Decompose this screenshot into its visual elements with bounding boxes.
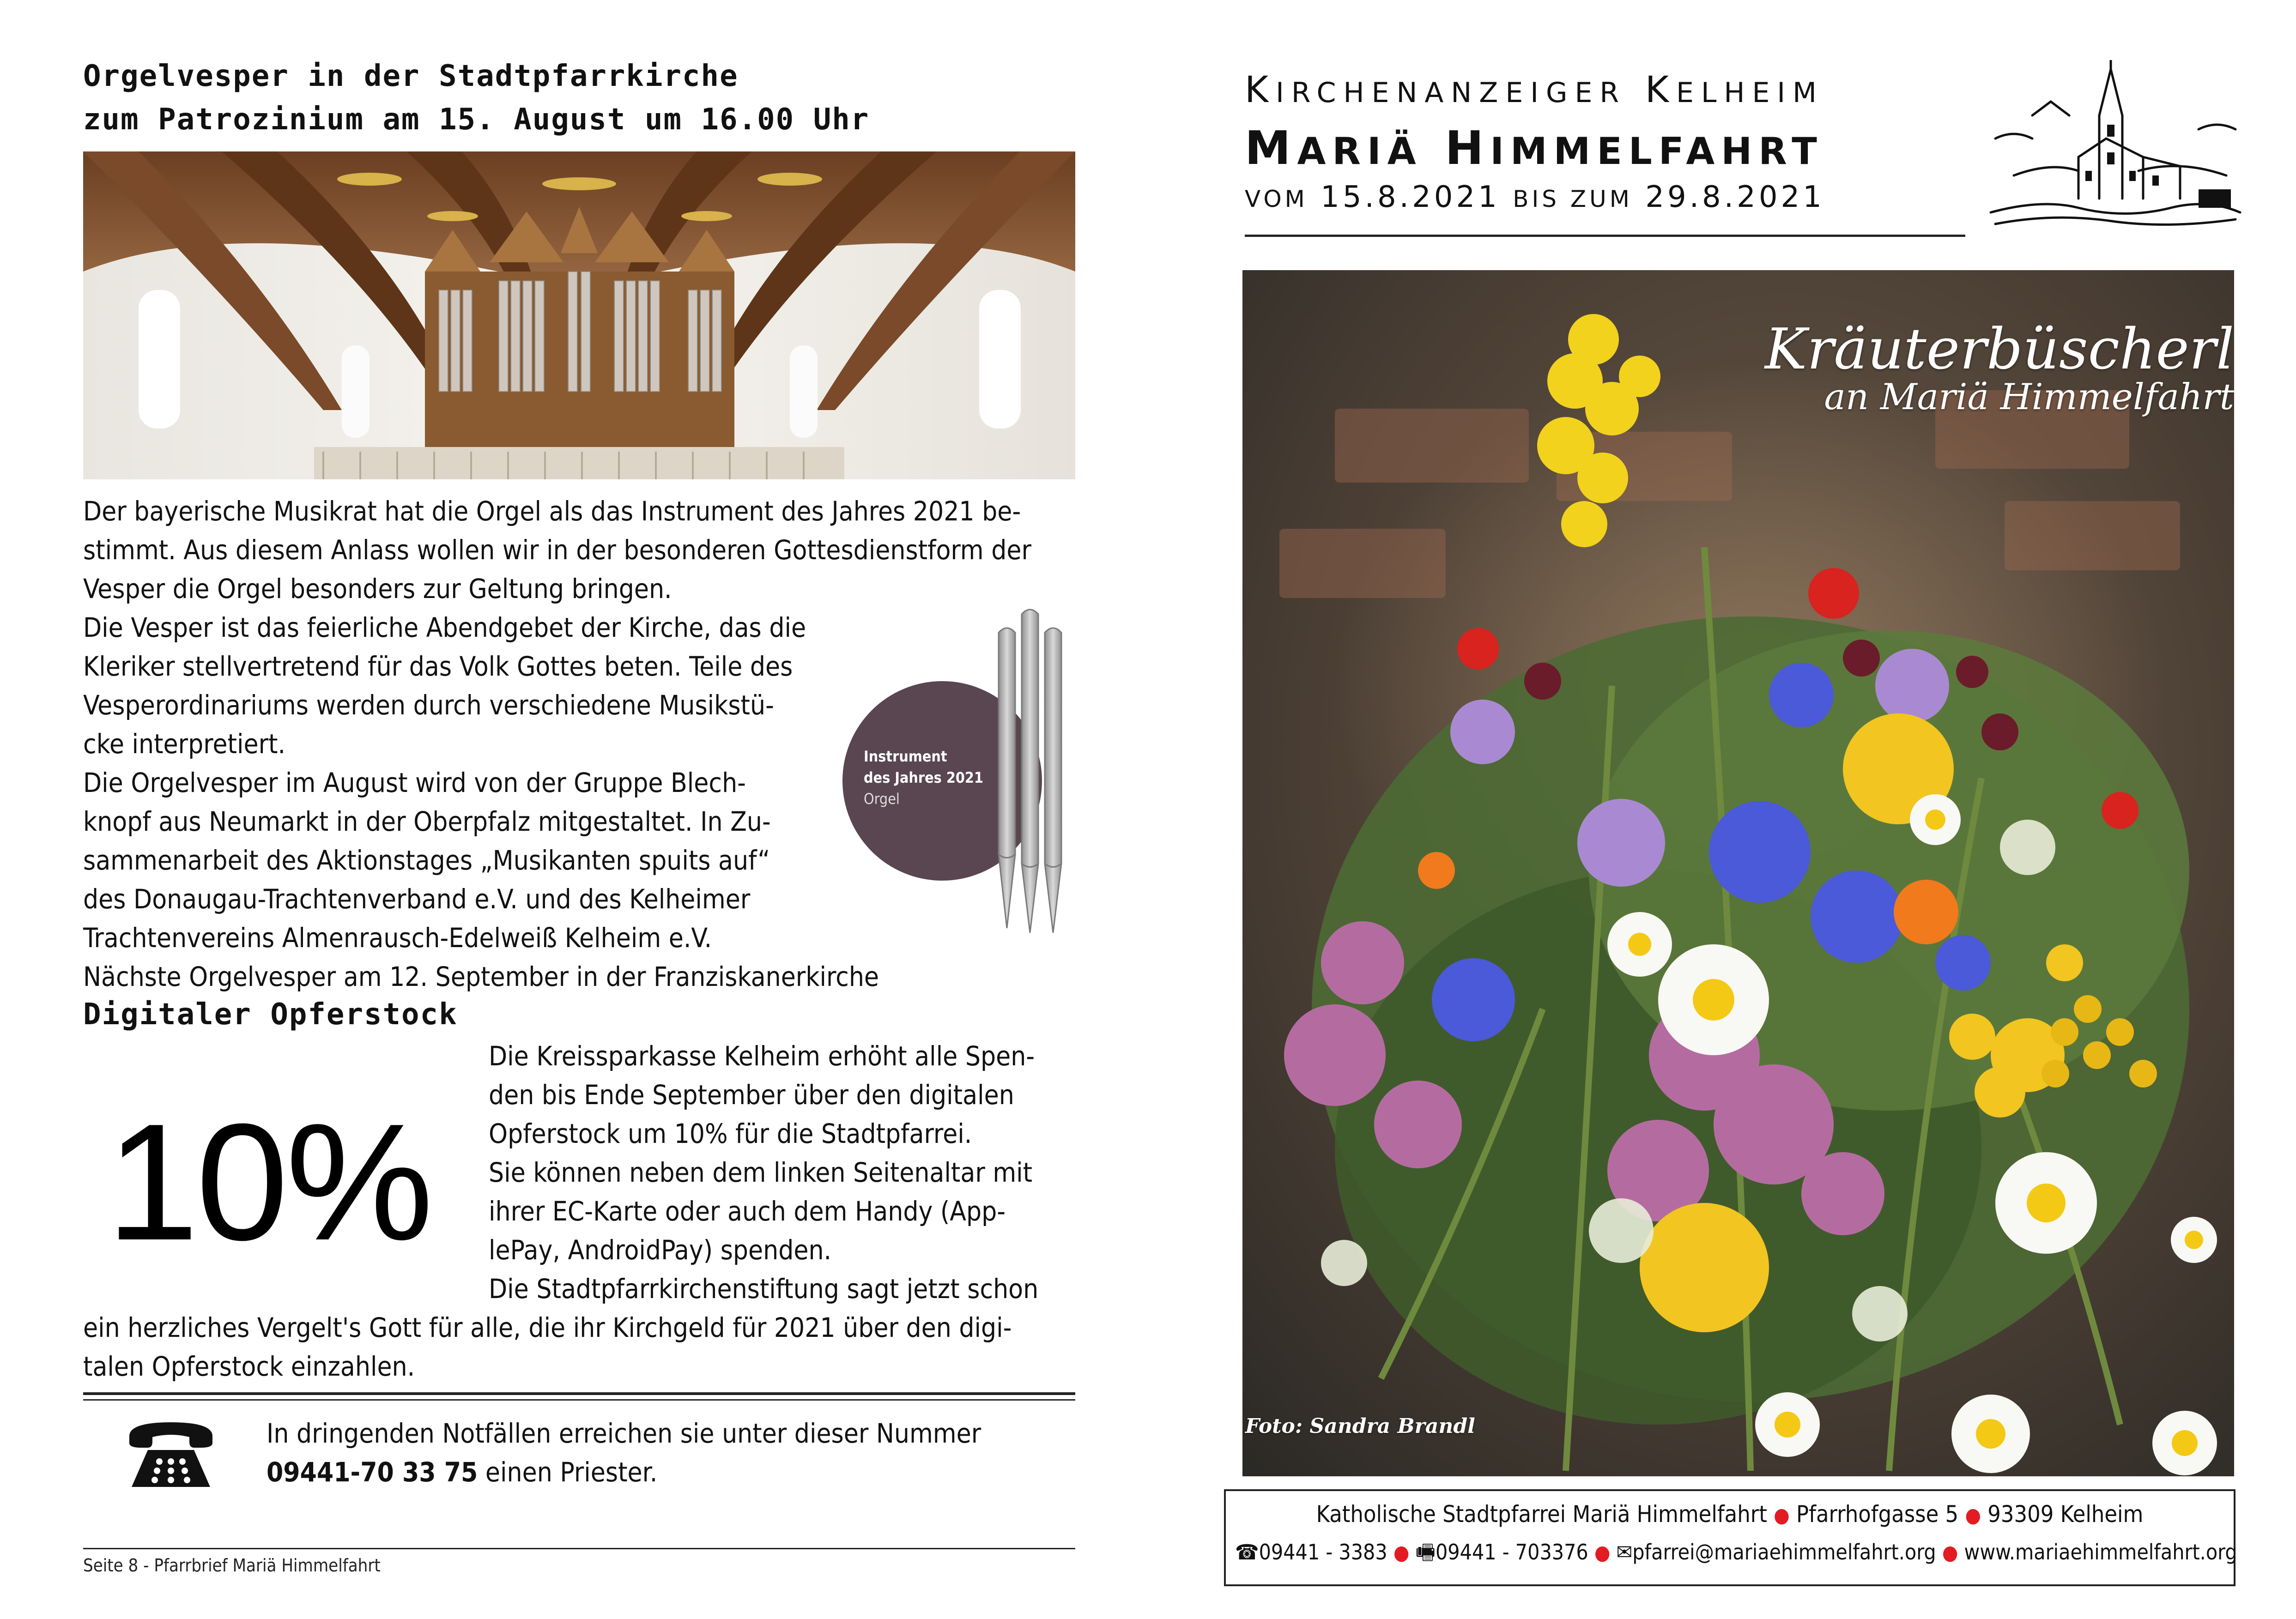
masthead-line2 [1245,121,1823,175]
photo-credit: Foto: Sandra Brandl [1245,1414,1475,1438]
masthead-smallcaps: ELHEIM [1676,77,1824,109]
masthead-cap: K [1645,69,1677,111]
orgelvesper-line: cke interpretiert. [83,728,286,760]
masthead-cap: K [1245,69,1276,111]
contact-box [1224,1489,2235,1586]
badge-line3: Orgel [864,790,900,808]
bullet-dot: ● [1965,1504,1981,1527]
contact-address-line [1226,1499,2234,1530]
opferstock-line: ihrer EC-Karte oder auch dem Handy (App- [489,1196,1006,1227]
church-sketch-logo [1986,60,2245,236]
photo-title: Kräuterbüscherl [1764,316,2234,382]
emergency-line2 [267,1453,657,1492]
bullet-dot: ● [1774,1504,1790,1527]
section-divider-bottom [83,1399,1075,1401]
bullet-dot: ● [1594,1541,1611,1565]
date-end: 29.8.2021 [1645,180,1825,214]
emergency-line2-rest: einen Priester. [478,1456,658,1488]
opferstock-line: lePay, AndroidPay) spenden. [489,1234,832,1266]
masthead-cap: M [1245,121,1297,175]
opferstock-line: Die Kreissparkasse Kelheim erhöht alle Spen- [489,1040,1035,1072]
badge-line1: Instrument [864,748,947,765]
page-footer: Seite 8 - Pfarrbrief Mariä Himmelfahrt [83,1555,381,1576]
telephone-icon [125,1418,217,1492]
opferstock-line: den bis Ende September über den digitalen [489,1079,1014,1111]
orgelvesper-heading-line2: zum Patrozinium am 15. August um 16.00 Uhr [83,103,870,137]
emergency-number: 09441-70 33 75 [267,1456,478,1488]
opferstock-line: ein herzliches Vergelt's Gott für alle, die ihr Kirchgeld für 2021 über den digi- [83,1312,1012,1343]
opferstock-line: Sie können neben dem linken Seitenaltar mit [489,1157,1033,1188]
bullet-dot: ● [1393,1541,1410,1565]
email-icon: ✉ [1616,1540,1633,1565]
orgelvesper-line: des Donaugau-Trachtenverband e.V. und des Kelheimer [83,883,751,915]
date-vom: VOM [1245,186,1308,212]
date-bis: BIS ZUM [1513,186,1633,212]
parish-fax: 09441 - 703376 [1435,1540,1588,1565]
orgelvesper-line: Trachtenvereins Almenrausch-Edelweiß Kelheim e.V. [83,922,712,954]
orgelvesper-heading-line1: Orgelvesper in der Stadtpfarrkirche [83,59,739,93]
emergency-line1: In dringenden Notfällen erreichen sie unter dieser Nummer [267,1418,981,1449]
organ-church-photo [83,151,1075,479]
opferstock-heading: Digitaler Opferstock [83,997,458,1032]
orgelvesper-line: Die Orgelvesper im August wird von der Gruppe Blech- [83,767,746,798]
parish-street: Pfarrhofgasse 5 [1796,1501,1959,1528]
badge-line2: des Jahres 2021 [864,769,983,786]
masthead-line1 [1245,69,1824,111]
contact-reach-line [1235,1537,2237,1568]
masthead-cap: H [1445,121,1490,175]
masthead-rule [1245,235,1965,237]
parish-website[interactable]: www.mariaehimmelfahrt.org [1964,1540,2237,1565]
orgelvesper-line: Nächste Orgelvesper am 12. September in der Franziskanerkirche [83,961,879,992]
section-divider-top [83,1392,1075,1395]
footer-rule [83,1548,1075,1549]
parish-email[interactable]: pfarrei@mariaehimmelfahrt.org [1632,1540,1936,1565]
orgelvesper-line: sammenarbeit des Aktionstages „Musikanten spuits auf“ [83,845,770,876]
organ-church-photo-illustration [83,151,1075,479]
herb-bouquet-illustration [1242,270,2234,1476]
orgelvesper-line: stimmt. Aus diesem Anlass wollen wir in der besonderen Gottesdienstform der [83,534,1031,566]
parish-city: 93309 Kelheim [1987,1501,2144,1528]
opferstock-line: talen Opferstock einzahlen. [83,1351,415,1382]
fax-icon: 🖷 [1415,1540,1436,1565]
opferstock-column-text [489,1037,1038,1308]
organ-pipes-icon [993,605,1072,937]
percent-figure: 10% [106,1089,431,1275]
date-start: 15.8.2021 [1321,180,1500,214]
parish-phone[interactable]: 09441 - 3383 [1259,1540,1387,1565]
masthead-smallcaps: IRCHENANZEIGER [1276,77,1627,109]
herb-bouquet-photo [1242,270,2234,1476]
orgelvesper-line: Vesperordinariums werden durch verschiedene Musikstü- [83,689,774,721]
masthead-smallcaps: IMMELFAHRT [1490,130,1823,173]
orgelvesper-line: Vesper die Orgel besonders zur Geltung bringen. [83,573,672,604]
orgelvesper-line: Kleriker stellvertretend für das Volk Gottes beten. Teile des [83,651,793,682]
opferstock-full-text [83,1308,1012,1386]
parish-name: Katholische Stadtpfarrei Mariä Himmelfahrt [1316,1501,1767,1528]
badge-text [864,746,983,810]
masthead-smallcaps: ARIÄ [1297,130,1423,173]
bullet-dot: ● [1942,1541,1958,1565]
phone-icon: ☎ [1235,1540,1259,1565]
opferstock-line: Opferstock um 10% für die Stadtpfarrei. [489,1118,972,1149]
photo-subtitle: an Mariä Himmelfahrt [1824,376,2234,418]
orgelvesper-line: knopf aus Neumarkt in der Oberpfalz mitgestaltet. In Zu- [83,806,771,837]
opferstock-line: Die Stadtpfarrkirchenstiftung sagt jetzt schon [489,1273,1039,1305]
orgelvesper-line: Die Vesper ist das feierliche Abendgebet der Kirche, das die [83,612,806,643]
orgelvesper-line: Der bayerische Musikrat hat die Orgel als das Instrument des Jahres 2021 be- [83,495,1021,527]
masthead-date-range [1245,180,1825,214]
